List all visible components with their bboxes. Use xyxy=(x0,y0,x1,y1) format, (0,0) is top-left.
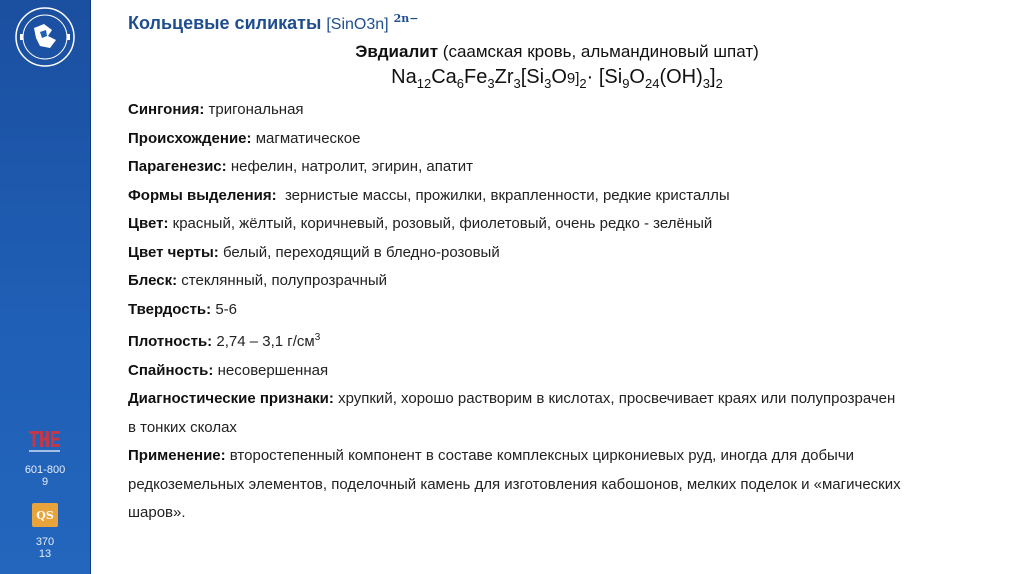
qs-rank-line1: 370 xyxy=(35,536,55,548)
chemical-formula xyxy=(90,66,1024,91)
formula-part: 9 xyxy=(566,70,576,87)
formula-part: Fe xyxy=(464,66,488,88)
property-luster xyxy=(128,267,958,296)
property-paragenesis xyxy=(128,153,958,182)
property-streak xyxy=(128,239,958,268)
slide-title xyxy=(128,12,419,34)
property-label: Формы выделения: xyxy=(128,186,277,204)
the-rank-line1: 601-800 xyxy=(24,464,66,476)
formula-part: O xyxy=(551,66,567,88)
qs-rank xyxy=(0,536,90,560)
property-origin xyxy=(128,125,958,154)
property-habit xyxy=(128,182,958,211)
formula-sub: 24 xyxy=(644,76,660,91)
property-unit-sup: 3 xyxy=(314,332,321,343)
qs-logo-text: QS xyxy=(36,509,54,522)
formula-part: ] xyxy=(710,66,716,88)
sidebar xyxy=(0,0,91,574)
property-value: красный, жёлтый, коричневый, розовый, фиолетовый, очень редко - зелёный xyxy=(172,215,713,232)
property-value: магматическое xyxy=(255,129,361,147)
formula-sub: 6 xyxy=(456,76,465,91)
property-syngony xyxy=(128,96,958,125)
properties-list xyxy=(128,96,958,528)
property-cleavage xyxy=(128,357,958,386)
property-label: Блеск: xyxy=(128,272,178,289)
formula-part: ] xyxy=(575,70,580,87)
property-hardness xyxy=(128,296,958,325)
qs-rank-line2: 13 xyxy=(38,548,52,560)
formula-part: Na xyxy=(391,66,417,88)
property-value: 2,74 – 3,1 г/см xyxy=(216,333,315,350)
property-value: белый, переходящий в бледно-розовый xyxy=(222,243,500,261)
property-value: несовершенная xyxy=(217,361,329,379)
title-charge: 2n− xyxy=(393,12,419,25)
mineral-heading xyxy=(0,42,1024,62)
property-label: Плотность: xyxy=(128,333,213,350)
formula-sub: 2 xyxy=(715,76,723,91)
property-value: хрупкий, хорошо растворим в кислотах, просвечивает краях или полупрозрачен в тонких сколах xyxy=(128,390,896,436)
property-color xyxy=(128,210,958,239)
mineral-name: Эвдиалит xyxy=(355,42,439,61)
property-value: тригональная xyxy=(208,101,304,118)
qs-ranking-logo-icon xyxy=(32,503,58,527)
property-label: Цвет черты: xyxy=(128,243,219,261)
formula-part: Ca xyxy=(431,66,457,88)
property-value: зернистые массы, прожилки, вкрапленности, редкие кристаллы xyxy=(284,186,730,204)
title-text: Кольцевые силикаты xyxy=(128,13,322,33)
the-ranking-logo-icon xyxy=(27,428,63,458)
formula-sub: 3 xyxy=(487,76,495,91)
property-density xyxy=(128,324,958,357)
property-label: Диагностические признаки: xyxy=(128,390,334,407)
the-rank-line2: 9 xyxy=(41,476,49,488)
formula-part: · [Si xyxy=(586,66,623,88)
property-value: второстепенный компонент в составе комплексных циркониевых руд, иногда для добычи редкоземельных элементов, поделочный камень для изготовления кабошонов, мелких поделок и «магических шаров». xyxy=(128,447,901,521)
formula-part: [Si xyxy=(520,66,545,88)
property-label: Цвет: xyxy=(128,215,169,232)
property-value: нефелин, натролит, эгирин, апатит xyxy=(230,158,474,175)
property-label: Применение: xyxy=(128,447,226,464)
mineral-aliases: (саамская кровь, альмандиновый шпат) xyxy=(442,42,759,61)
property-label: Парагенезис: xyxy=(128,158,227,175)
formula-part: O xyxy=(629,66,645,88)
formula-part: Zr xyxy=(494,66,514,88)
formula-sub: 3 xyxy=(544,76,552,91)
formula-sub: 3 xyxy=(513,76,521,91)
property-label: Твердость: xyxy=(128,300,212,318)
title-formula: [SinO3n] xyxy=(326,16,389,33)
property-value: 5-6 xyxy=(215,300,237,318)
property-value: стеклянный, полупрозрачный xyxy=(181,272,388,289)
property-label: Спайность: xyxy=(128,361,214,379)
formula-sub: 12 xyxy=(416,76,432,91)
property-usage xyxy=(128,442,903,528)
formula-part: (OH) xyxy=(659,66,703,88)
property-diagnostics xyxy=(128,385,898,442)
formula-sub: 3 xyxy=(702,76,711,91)
the-rank xyxy=(0,464,90,488)
formula-sub: 2 xyxy=(579,76,587,91)
property-label: Происхождение: xyxy=(128,129,252,147)
formula-sub: 9 xyxy=(622,76,630,91)
property-label: Сингония: xyxy=(128,101,205,118)
